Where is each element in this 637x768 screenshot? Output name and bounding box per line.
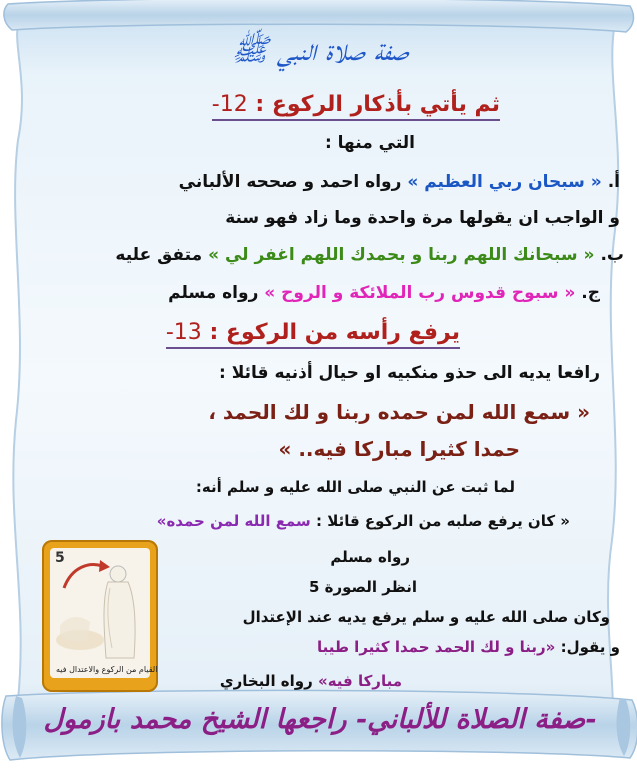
page-title: صفة صلاة النبي ﷺ [231, 33, 409, 68]
says-source: رواه البخاري [219, 672, 313, 690]
item-a-source: رواه احمد و صححه الألباني [178, 172, 402, 192]
section13-quote2: حمدا كثيرا مباركا فيه.. » [278, 437, 520, 461]
section12-note: و الواجب ان يقولها مرة واحدة وما زاد فهو سنة [225, 208, 620, 228]
section13-quote1: « سمع الله لمن حمده ربنا و لك الحمد ، [208, 400, 590, 424]
item-b-source: متفق عليه [115, 245, 203, 265]
footer-credit: -صفة الصلاة للألباني- راجعها الشيخ محمد بازمول [43, 704, 597, 735]
figure-caption: القيام من الركوع والاعتدال فيه [56, 665, 158, 674]
section13-heading-row [20, 320, 460, 345]
section13-line1: رافعا يديه الى حذو منكبيه او حيال أذنيه قائلا : [219, 363, 600, 383]
section13-hadith [20, 512, 570, 530]
says-dhikr-end: مباركا فيه» [318, 672, 402, 690]
item-a-dhikr: « سبحان ربي العظيم » [407, 172, 602, 192]
person-standing-figure [50, 548, 150, 668]
section13-line-hands: وكان صلى الله عليه و سلم يرفع يديه عند الإعتدال [242, 608, 610, 626]
figure-image [50, 548, 158, 678]
section12-item-c [20, 283, 600, 303]
figure-card [42, 540, 158, 692]
item-a-prefix: أ. [607, 172, 620, 192]
section13-see-figure: انظر الصورة 5 [308, 578, 417, 596]
section12-item-a [20, 172, 620, 192]
item-c-prefix: ج. [581, 283, 600, 303]
item-b-dhikr: « سبحانك اللهم ربنا و بحمدك اللهم اغفر لي » [208, 245, 595, 265]
figure-number: 5 [55, 550, 65, 566]
section12-number: 12- [211, 92, 248, 117]
says-dhikr: «ربنا و لك الحمد حمدا كثيرا طيبا [316, 638, 556, 656]
hadith-prefix: « كان يرفع صلبه من الركوع قائلا : [315, 512, 570, 530]
says-prefix: و يقول: [560, 638, 620, 656]
section13-heading: يرفع رأسه من الركوع : [209, 320, 460, 345]
section13-narrator: رواه مسلم [330, 548, 410, 566]
item-c-source: رواه مسلم [168, 283, 259, 303]
section13-proof: لما ثبت عن النبي صلى الله عليه و سلم أنه: [195, 478, 515, 496]
hadith-dhikr: سمع الله لمن حمده» [156, 512, 311, 530]
item-c-dhikr: « سبوح قدوس رب الملائكة و الروح » [264, 283, 576, 303]
section12-item-b [20, 245, 624, 265]
section12-intro: التي منها : [324, 133, 415, 153]
section12-heading: ثم يأتي بأذكار الركوع : [255, 92, 500, 117]
section13-number: 13- [165, 320, 202, 345]
item-b-prefix: ب. [600, 245, 624, 265]
section12-heading-row [20, 92, 500, 117]
